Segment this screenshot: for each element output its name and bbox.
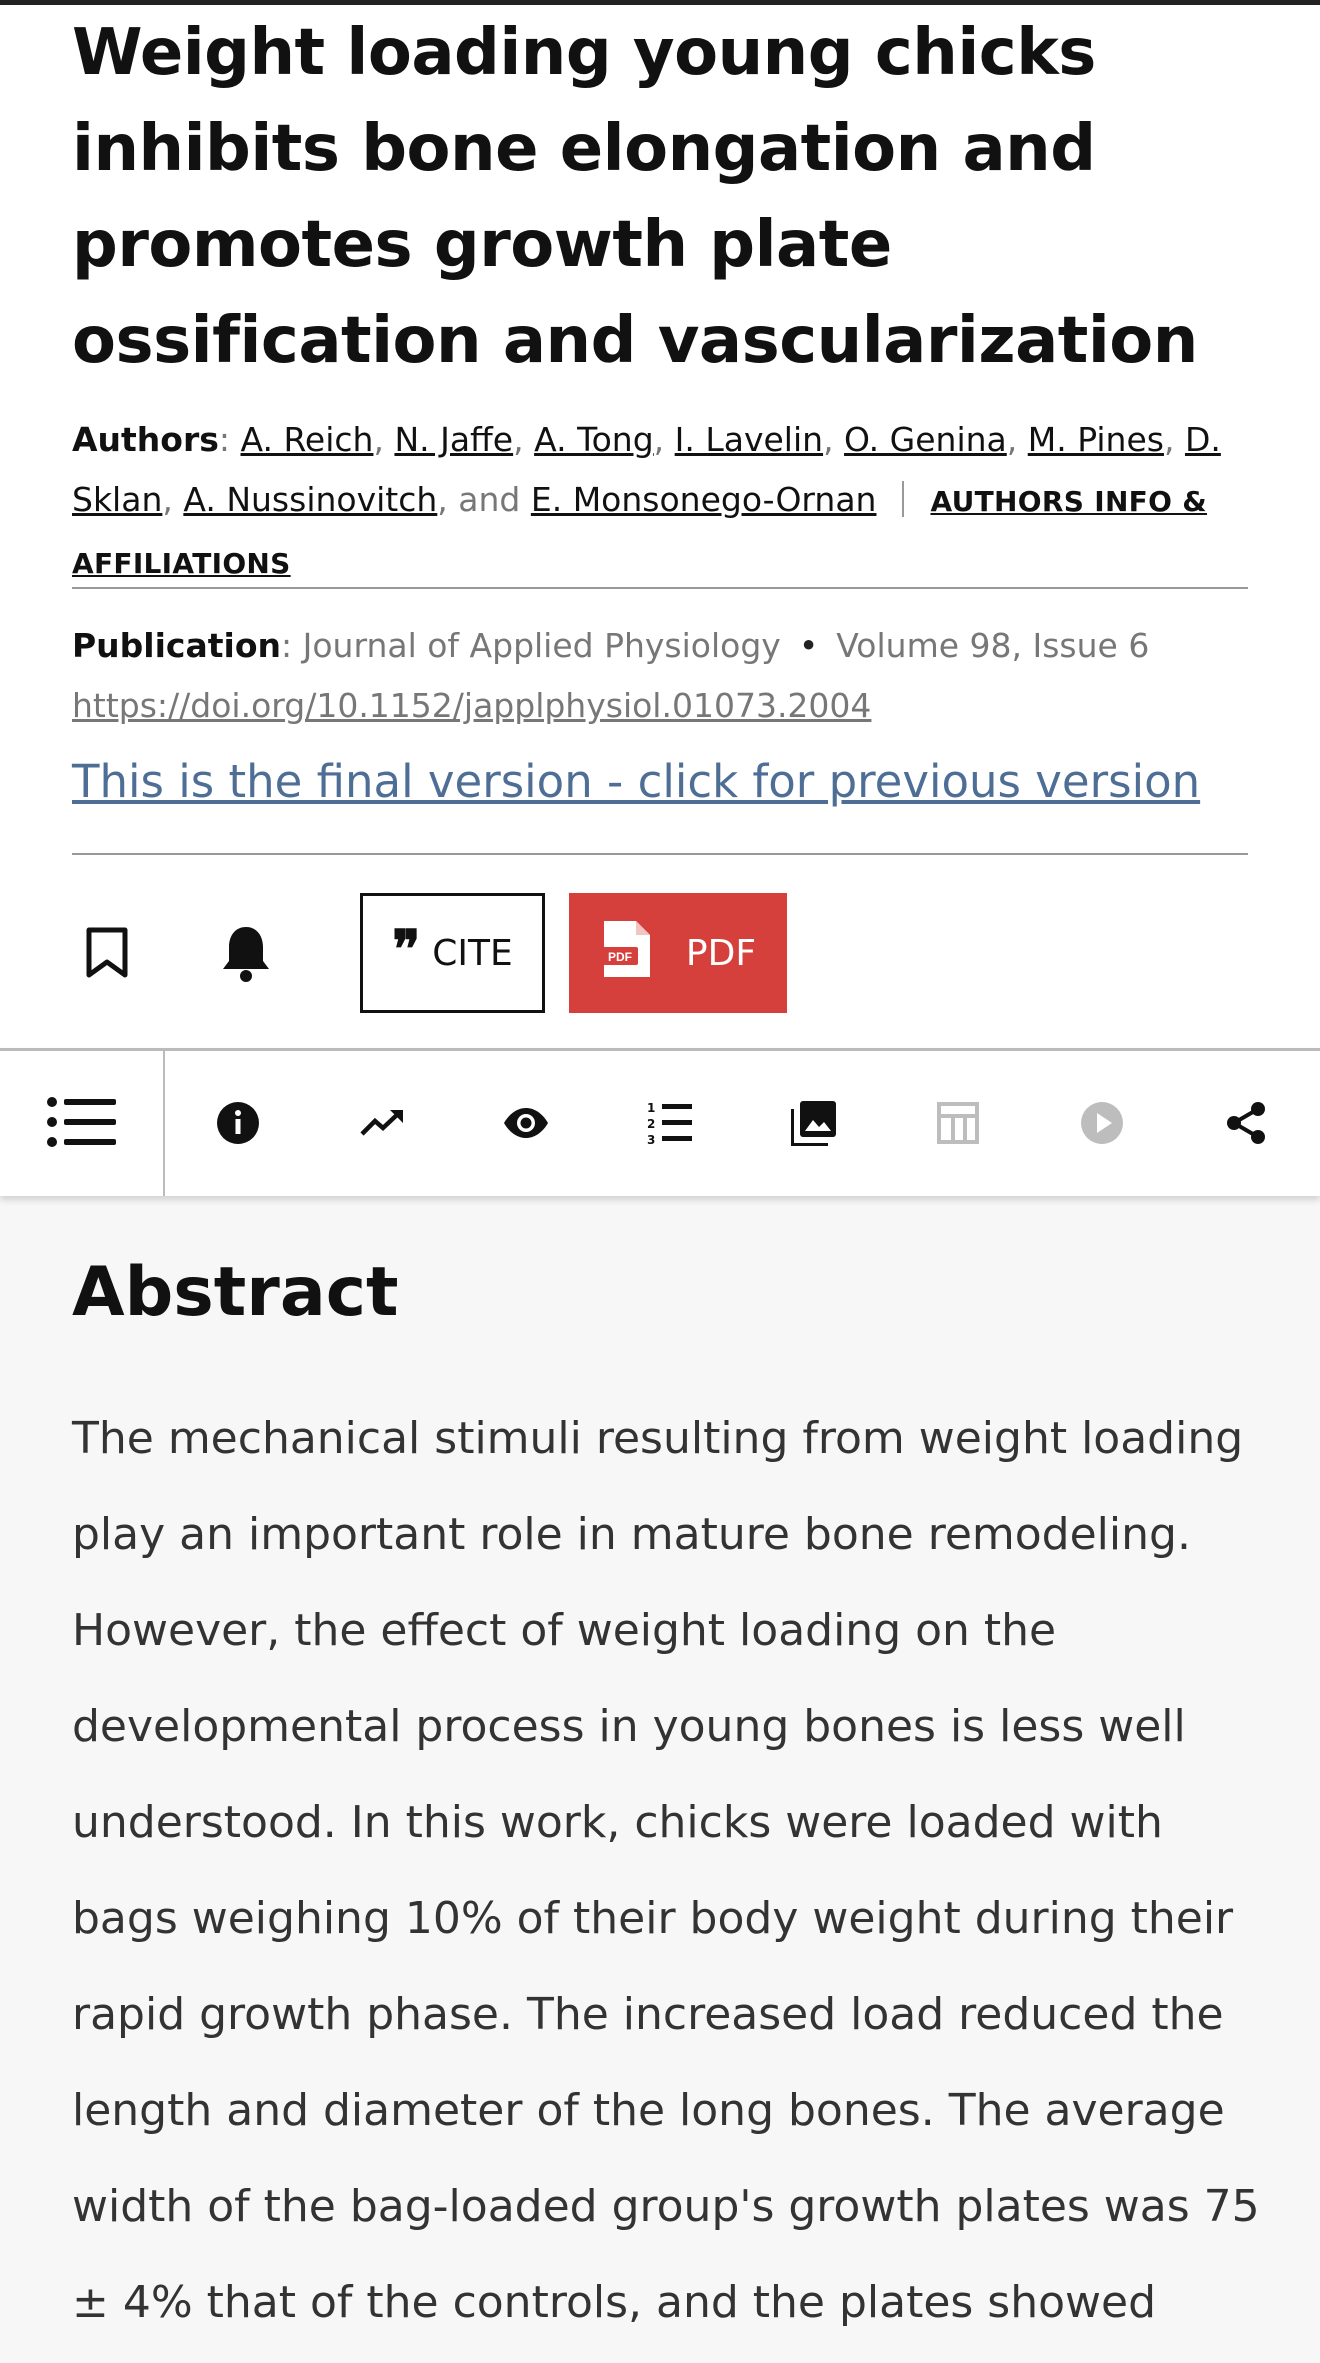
publication-line: Publication: Journal of Applied Physiology • Volume 98, Issue 6 xyxy=(72,626,1150,665)
play-icon[interactable] xyxy=(1072,1093,1132,1153)
abstract-text: The mechanical stimuli resulting from weight loading play an important role in mature bone remodeling. However, the effect of weight loading on the developmental process in young bones is less well understood. In this work, chicks were loaded with bags weighing 10% of their body weight during their rapid growth phase. The increased load reduced the length and diameter of the long bones. The average width of the bag-loaded group's growth plates was 75 ± 4% that of the controls, and the plates showed xyxy=(72,1413,1260,2328)
article-toolbar xyxy=(0,1048,1320,1196)
pdf-label: PDF xyxy=(685,932,757,974)
author-link[interactable]: E. Monsonego-Ornan xyxy=(530,480,877,519)
images-icon[interactable] xyxy=(784,1093,844,1153)
authors-line: Authors: A. Reich, N. Jaffe, A. Tong, I. Lavelin, O. Genina, M. Pines, D. Sklan, A. Nussinovitch, and E. Monsonego-Ornan AUTHORS INFO & AFFILIATIONS xyxy=(72,420,1221,580)
author-link[interactable]: O. Genina xyxy=(844,420,1007,459)
abstract-heading: Abstract xyxy=(72,1253,399,1332)
authors-label: Authors xyxy=(72,420,219,459)
share-icon[interactable] xyxy=(1216,1093,1276,1153)
pdf-file-icon xyxy=(600,917,654,990)
quote-icon: ❞ xyxy=(392,919,413,980)
authors-info-link[interactable]: AUTHORS INFO & AFFILIATIONS xyxy=(72,485,1207,580)
list-icon xyxy=(47,1097,117,1151)
bullet-separator: • xyxy=(798,626,819,665)
svg-text:1: 1 xyxy=(647,1101,656,1115)
journal-name: Journal of Applied Physiology xyxy=(302,626,781,665)
info-icon[interactable] xyxy=(208,1093,268,1153)
divider xyxy=(72,853,1248,855)
svg-text:PDF: PDF xyxy=(607,949,632,964)
divider xyxy=(72,587,1248,589)
author-link[interactable]: A. Reich xyxy=(240,420,374,459)
bell-icon[interactable] xyxy=(216,923,276,983)
cite-button[interactable] xyxy=(360,893,545,1013)
author-link[interactable]: I. Lavelin xyxy=(674,420,824,459)
and-text: , and xyxy=(437,480,531,519)
author-link[interactable]: A. Tong xyxy=(534,420,654,459)
svg-text:2: 2 xyxy=(647,1117,656,1131)
doi-link[interactable]: https://doi.org/10.1152/japplphysiol.01073.2004 xyxy=(72,686,872,725)
trending-up-icon[interactable] xyxy=(352,1093,412,1153)
pdf-button[interactable] xyxy=(569,893,787,1013)
author-link[interactable]: N. Jaffe xyxy=(394,420,514,459)
previous-version-link[interactable]: This is the final version - click for previous version xyxy=(72,755,1201,808)
toc-button[interactable] xyxy=(0,1051,165,1196)
article-title: Weight loading young chicks inhibits bone elongation and promotes growth plate ossification and vascularization xyxy=(72,16,1198,378)
cite-label: CITE xyxy=(432,932,513,974)
author-link[interactable]: D. Sklan xyxy=(72,420,1221,519)
eye-icon[interactable] xyxy=(496,1093,556,1153)
author-link[interactable]: A. Nussinovitch xyxy=(183,480,438,519)
svg-text:3: 3 xyxy=(647,1133,656,1147)
action-bar xyxy=(0,893,1320,1015)
table-icon[interactable] xyxy=(928,1093,988,1153)
numbered-list-icon[interactable] xyxy=(640,1093,700,1153)
publication-label: Publication xyxy=(72,626,282,665)
separator xyxy=(902,481,904,517)
volume-issue: Volume 98, Issue 6 xyxy=(836,626,1150,665)
author-link[interactable]: M. Pines xyxy=(1027,420,1164,459)
bookmark-icon[interactable] xyxy=(77,923,137,983)
